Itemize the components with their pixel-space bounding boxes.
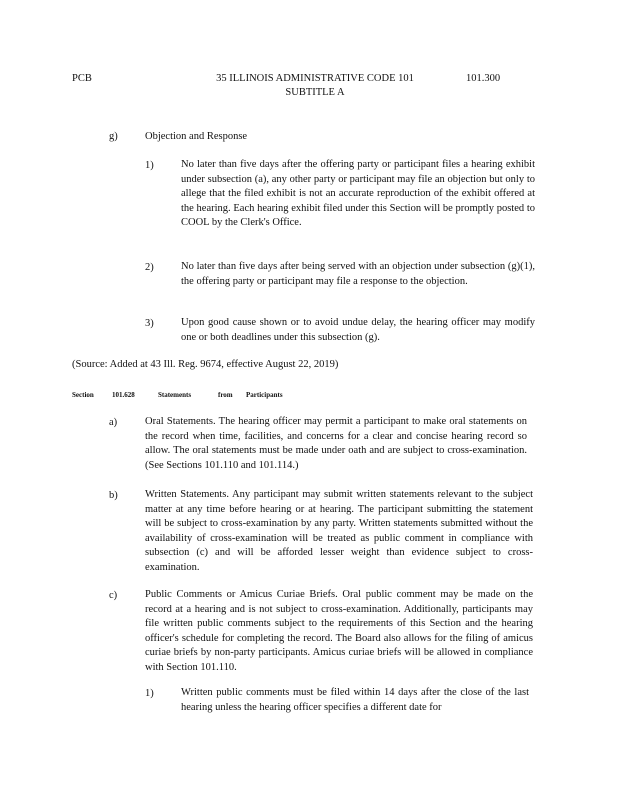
- subsection-b-label: b): [109, 490, 118, 501]
- item-g3-label: 3): [145, 318, 154, 329]
- item-c1-label: 1): [145, 688, 154, 699]
- header-left: PCB: [72, 73, 92, 84]
- item-g2-label: 2): [145, 262, 154, 273]
- section-title-word-3: Participants: [246, 391, 283, 399]
- subsection-a-label: a): [109, 417, 118, 428]
- subsection-g-title: Objection and Response: [145, 131, 248, 142]
- subsection-a-text: Oral Statements. The hearing officer may permit a participant to make oral statements on the record when time, facilities, and concerns for a clear and concise hearing record so allow. The oral statements must be made under oath and are subject to cross-examination. (See Sections 101.110 and 101.114.): [145, 416, 527, 471]
- item-g3-text: Upon good cause shown or to avoid undue delay, the hearing officer may modify one or both deadlines under this subsection (g).: [181, 317, 535, 343]
- item-g1-text: No later than five days after the offering party or participant files a hearing exhibit under subsection (a), any other party or participant may file an objection but only to allege that the filed exhibit is not an accurate reproduction of the exhibit offered at the hearing. Each hearing exhibit filed under this Section will be promptly posted to COOL by the Clerk's Office.: [181, 159, 535, 229]
- subsection-c-text: Public Comments or Amicus Curiae Briefs. Oral public comment may be made on the record at a hearing and is not subject to cross-examination. Additionally, participants may file written public comments subject to the requirements of this Section and the hearing officer's schedule for completing the record. The Board also allows for the filing of amicus curiae briefs by non-party participants. Amicus curiae briefs will be allowed in compliance with Section 101.110.: [145, 589, 533, 673]
- header-center: [150, 72, 480, 100]
- section-number: 101.628: [112, 391, 135, 399]
- section-title-word-2: from: [218, 391, 233, 399]
- subsection-g-label: g): [109, 131, 118, 142]
- header-right: 101.300: [466, 73, 501, 84]
- source-note: (Source: Added at 43 Ill. Reg. 9674, effective August 22, 2019): [72, 359, 339, 370]
- subsection-c-label: c): [109, 590, 118, 601]
- header-center-line1: 35 ILLINOIS ADMINISTRATIVE CODE 101: [216, 73, 414, 84]
- subsection-b-text: Written Statements. Any participant may submit written statements relevant to the subject matter at any time before hearing or at hearing. The participant submitting the statement will be subject to cross-examination by any party. Written statements submitted without the availability of cross-examination will be treated as public comment in compliance with subsection (c) and will be afforded lesser weight than evidence subject to cross-examination.: [145, 489, 533, 573]
- header-center-line2: SUBTITLE A: [285, 87, 345, 98]
- item-c1-text: Written public comments must be filed within 14 days after the close of the last hearing unless the hearing officer specifies a different date for: [181, 687, 529, 713]
- section-title-word-1: Statements: [158, 391, 192, 399]
- item-g2-text: No later than five days after being served with an objection under subsection (g)(1), the offering party or participant may file a response to the objection.: [181, 261, 535, 287]
- item-g1-label: 1): [145, 160, 154, 171]
- section-word: Section: [72, 391, 94, 399]
